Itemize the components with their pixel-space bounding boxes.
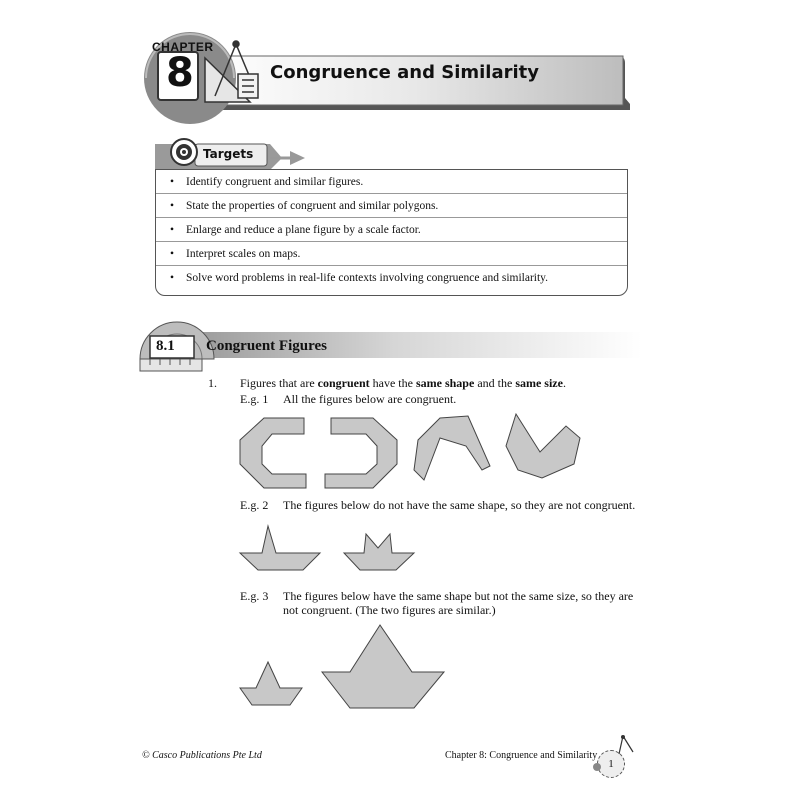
large-boat-figure <box>322 625 444 708</box>
small-boat-figure <box>240 662 302 705</box>
example-3-text-line1: The figures below have the same shape but not the same size, so they are <box>283 589 634 603</box>
bullet-icon: • <box>170 272 175 284</box>
section-number: 8.1 <box>156 338 175 354</box>
bullet-icon: • <box>170 224 175 236</box>
compass-icon <box>615 734 639 758</box>
chapter-title: Congruence and Similarity <box>270 62 540 83</box>
section-title: Congruent Figures <box>206 338 327 354</box>
congruent-figure-1 <box>240 418 306 488</box>
boat-figure-2 <box>344 534 414 570</box>
list-item: • Solve word problems in real-life contexts involving congruence and similarity. <box>156 266 627 290</box>
example-1-text: All the figures below are congruent. <box>283 392 457 406</box>
example-2-label: E.g. 2 <box>240 498 269 512</box>
list-item: • Identify congruent and similar figures. <box>156 170 627 194</box>
example-3-text-line2: not congruent. (The two figures are similar.) <box>283 603 496 617</box>
bullet-icon: • <box>170 200 175 212</box>
congruent-figure-4 <box>506 414 580 478</box>
congruent-figure-3 <box>414 416 490 480</box>
page-number: 1 <box>597 750 625 778</box>
chapter-label: CHAPTER <box>152 40 214 54</box>
example-3-label: E.g. 3 <box>240 589 269 603</box>
point-number: 1. <box>208 376 217 390</box>
targets-label: Targets <box>203 147 254 161</box>
publisher-credit: © Casco Publications Pte Ltd <box>142 750 262 761</box>
congruent-figure-2 <box>325 418 397 488</box>
example-2-text: The figures below do not have the same shape, so they are not congruent. <box>283 498 636 512</box>
boat-figure-1 <box>240 526 320 570</box>
footer-chapter-ref: Chapter 8: Congruence and Similarity <box>445 750 598 761</box>
list-item: • Interpret scales on maps. <box>156 242 627 266</box>
bullet-icon: • <box>170 248 175 260</box>
example-1-label: E.g. 1 <box>240 392 269 406</box>
list-item: • State the properties of congruent and similar polygons. <box>156 194 627 218</box>
bullet-icon: • <box>170 176 175 188</box>
page-dot-icon <box>592 762 602 772</box>
point-text: Figures that are congruent have the same shape and the same size. <box>240 376 566 390</box>
list-item: • Enlarge and reduce a plane figure by a scale factor. <box>156 218 627 242</box>
chapter-number: 8 <box>166 50 194 96</box>
